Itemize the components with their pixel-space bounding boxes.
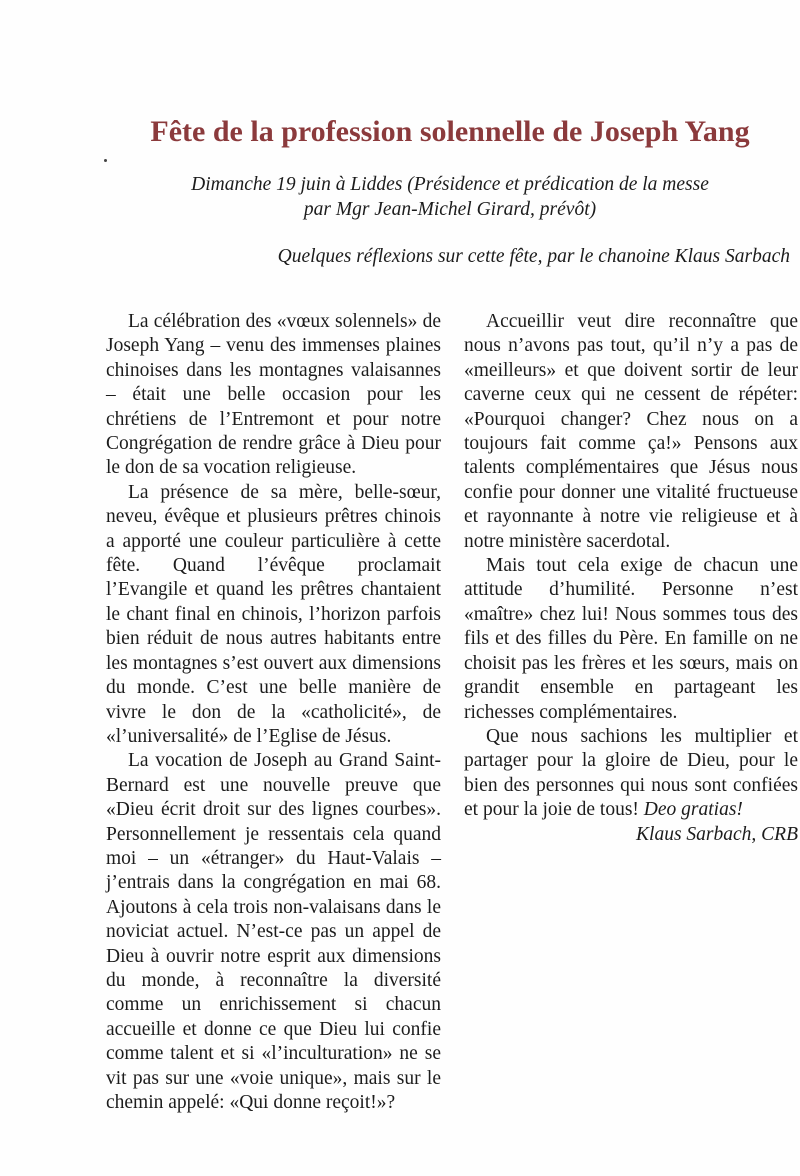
- paragraph: La célébration des «vœux solennels» de Joseph Yang – venu des immenses plaines chinoises dans les montagnes valaisannes – était une belle occasion pour les chrétiens de l’Entremont et pour notre Congrégation de rendre grâce à Dieu pour le don de sa vocation religieuse.: [106, 311, 441, 479]
- right-column: [464, 310, 798, 847]
- subtitle-line-2: par Mgr Jean-Michel Girard, prévôt): [303, 199, 597, 220]
- article-intro: Quelques réflexions sur cette fête, par le chanoine Klaus Sarbach: [277, 246, 790, 267]
- closing-text: Que nous sachions les multiplier et partager pour la gloire de Dieu, pour le bien des personnes qui nous sont confiées et pour la joie de tous!: [464, 725, 798, 821]
- paragraph: La présence de sa mère, belle-sœur, neveu, évêque et plusieurs prêtres chinois a apporté une couleur particulière à cette fête. Quand l’évêque proclamait l’Evangile et quand les prêtres chantaient le chant final en chinois, l’horizon parfois bien réduit de nous autres habitants entre les montagnes s’est ouvert aux dimensions du monde. C’est une belle manière de vivre le don de la «catholicité», de «l’universalité» de l’Eglise de Jésus.: [106, 481, 441, 747]
- paragraph: La vocation de Joseph au Grand Saint-Bernard est une nouvelle preuve que «Dieu écrit droit sur des lignes courbes». Personnellement je ressentais cela quand moi – un «étranger» du Haut-Valais – j’entrais dans la congrégation en mai 68. Ajoutons à cela trois non-valaisans dans le noviciat actuel. N’est-ce pas un appel de Dieu à ouvrir notre esprit aux dimensions du monde, à reconnaître la diversité comme un enrichissement si chacun accueille et donne ce que Dieu lui confie comme talent et si «l’inculturation» ne se vit pas sur une «voie unique», mais sur le chemin appelé: «Qui donne reçoit!»?: [106, 750, 441, 1113]
- closing-latin: Deo gratias!: [643, 799, 743, 821]
- closing-paragraph: [464, 725, 798, 823]
- left-column: [106, 310, 441, 1115]
- article-subtitle: [100, 172, 800, 222]
- subtitle-line-1: Dimanche 19 juin à Liddes (Présidence et prédication de la messe: [191, 174, 709, 195]
- author-signature: Klaus Sarbach, CRB: [636, 823, 798, 845]
- paragraph: Mais tout cela exige de chacun une attitude d’humilité. Personne n’est «maître» chez lui! Nous sommes tous des fils et des filles du Père. En famille on ne choisit pas les frères et les sœurs, mais on grandit ensemble en partageant les richesses complémentaires.: [464, 555, 798, 723]
- scan-speck: [104, 159, 107, 162]
- paragraph: Accueillir veut dire reconnaître que nous n’avons pas tout, qu’il n’y a pas de «meilleurs» et que doivent sortir de leur caverne ceux qui ne cessent de répéter: «Pourquoi changer? Chez nous on a toujours fait comme ça!» Pensons aux talents complémentaires que Jésus nous confie pour donner une vitalité fructueuse et rayonnante à notre vie religieuse et à notre ministère sacerdotal.: [464, 311, 798, 552]
- article-title: Fête de la profession solennelle de Joseph Yang: [150, 115, 750, 148]
